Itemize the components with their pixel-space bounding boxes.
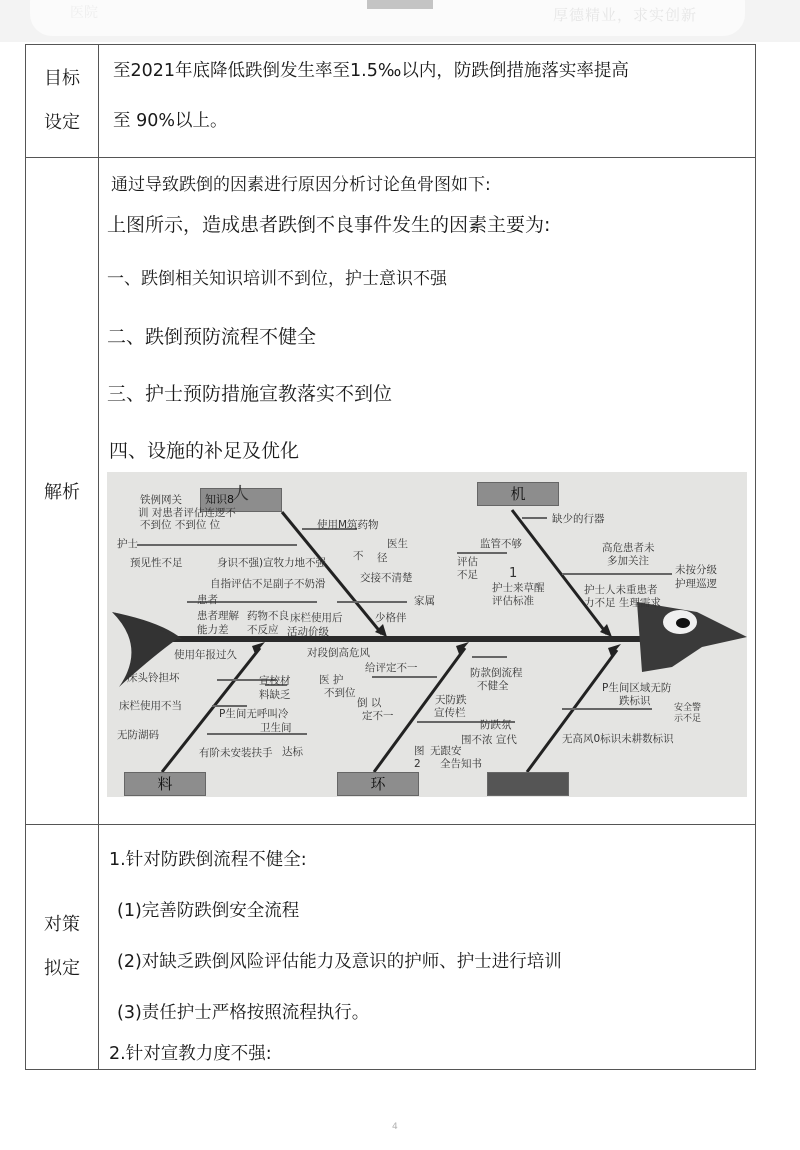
fb-label: 交接不清楚 (360, 572, 413, 584)
measure-item: (3)责任护士严格按照流程执行。 (117, 1003, 370, 1023)
fb-label: 护士人未重患者 (584, 584, 658, 596)
fb-label: 倒 以 (357, 697, 382, 709)
fb-label: 无高风0标识未耕数标识 (562, 733, 674, 745)
fb-label: 宣传栏 (434, 707, 466, 719)
header-motto: 厚德精业，求实创新 (553, 6, 698, 24)
fb-label: 给评定不一 (365, 662, 418, 674)
measure-item: 1.针对防跌倒流程不健全: (109, 850, 307, 870)
fb-label: 监管不够 (480, 538, 522, 550)
analysis-label: 解析 (44, 482, 80, 503)
fb-label: 围不浓 宣代 (461, 734, 517, 746)
fb-label: 高危患者未 (602, 542, 655, 554)
fb-label: 患者理解 (197, 610, 239, 622)
header-ghost-text: 医院 (70, 5, 98, 21)
category-machine: 机 (477, 482, 559, 506)
fb-label: 自指评估不足副子不奶滑 (210, 578, 326, 590)
fb-label: 示不足 (674, 714, 702, 724)
fb-label: 全告知书 (440, 758, 482, 770)
fb-label: 护士来草醒 (492, 582, 545, 594)
fb-label: 医生 (387, 538, 408, 550)
fb-label: 活动价级 (287, 626, 329, 638)
fb-label: 对段倒高危风 (307, 647, 370, 659)
fb-label: 药物不良 (247, 610, 289, 622)
fb-label: 护士 (117, 538, 138, 550)
measure-item: (2)对缺乏跌倒风险评估能力及意识的护师、护士进行培训 (117, 952, 562, 972)
fb-label: 床头铃担坏 (127, 672, 180, 684)
goal-content (99, 45, 756, 158)
fb-label: 卫生间 (260, 722, 292, 734)
person-box: 知识8 (200, 488, 282, 512)
fb-label: 使用年报过久 (174, 649, 237, 661)
goal-label (26, 45, 99, 158)
fb-label: 料缺乏 (259, 689, 291, 701)
drag-handle[interactable] (367, 0, 433, 9)
category-environment: 环 (337, 772, 419, 796)
fb-label: 铁例网关 (140, 494, 182, 506)
fb-label: 防跌氛 (480, 719, 512, 731)
fb-label: 宣校材 (259, 675, 291, 687)
analysis-intro: 通过导致跌倒的因素进行原因分析讨论鱼骨图如下: (111, 175, 491, 195)
goal-label-line-2: 设定 (44, 112, 80, 133)
report-table (25, 44, 756, 1070)
fb-label: 安全警 (674, 703, 702, 713)
top-banner (0, 0, 800, 42)
category-unlabeled-box (487, 772, 569, 796)
fb-label: 径 (377, 552, 388, 564)
factor-1: 一、跌倒相关知识培训不到位，护士意识不强 (107, 269, 447, 289)
measures-label-line-2: 拟定 (44, 958, 80, 979)
fb-label: 评估 (457, 556, 478, 568)
measures-label (26, 825, 99, 1070)
fb-label: 不反应 (247, 624, 279, 636)
fb-label: 不足 (457, 569, 478, 581)
fb-label: P生间无呼叫冷 (219, 708, 289, 720)
fb-label: 有阶未安装扶手 (199, 747, 273, 759)
fb-label: 床栏使用不当 (119, 700, 182, 712)
fb-label: 2 (414, 758, 421, 770)
fb-label: 不健全 (477, 680, 509, 692)
factor-3: 三、护士预防措施宣教落实不到位 (107, 383, 393, 405)
fb-label: 患者 (197, 594, 218, 606)
fb-label: 使用M筑药物 (317, 519, 379, 531)
fb-label: 训 对患者评估连逻不 (138, 507, 236, 519)
fb-label: 不 (353, 550, 364, 562)
fb-label: 评估标准 (492, 595, 534, 607)
fb-label: 天防跌 (435, 694, 467, 706)
fb-label: 不到位 (324, 687, 356, 699)
page-number: 4 (392, 1122, 398, 1132)
goal-row (26, 45, 756, 158)
factor-4: 四、设施的补足及优化 (109, 440, 300, 462)
measure-item: 2.针对宣教力度不强: (109, 1044, 272, 1064)
fb-label: 未按分级 (675, 564, 717, 576)
fb-label: 少格伴 (375, 612, 407, 624)
fb-label: 无跟安 (430, 745, 462, 757)
analysis-row (26, 158, 756, 825)
fishbone-diagram (107, 472, 747, 797)
fb-label: 医 护 (319, 674, 344, 686)
analysis-summary: 上图所示，造成患者跌倒不良事件发生的因素主要为: (107, 214, 551, 236)
fb-label: P生间区域无防 (602, 682, 672, 694)
analysis-label-cell (26, 158, 99, 825)
goal-text-line-2: 至 90%以上。 (113, 111, 228, 131)
goal-text-line-1: 至2021年底降低跌倒发生率至1.5‰以内，防跌倒措施落实率提高 (113, 61, 629, 81)
fb-label: 图 (414, 745, 425, 757)
fb-label: 能力差 (197, 624, 229, 636)
fb-label: 定不一 (362, 710, 394, 722)
analysis-content (99, 158, 756, 825)
category-person: 人 (232, 484, 249, 504)
measures-row (26, 825, 756, 1070)
fb-label: 多加关注 (607, 555, 649, 567)
measures-label-line-1: 对策 (44, 914, 80, 935)
measure-item: (1)完善防跌倒安全流程 (117, 901, 300, 921)
fb-label: 家属 (414, 595, 435, 607)
fb-label: 1 (509, 566, 518, 581)
fb-label: 跌标识 (619, 695, 651, 707)
fb-label: 缺少的行器 (552, 513, 605, 525)
fb-label: 护理巡逻 (675, 578, 717, 590)
category-material: 料 (124, 772, 206, 796)
factor-2: 二、跌倒预防流程不健全 (107, 326, 317, 348)
fb-label: 预见性不足 (130, 557, 183, 569)
fb-label: 身识不强)宣牧力地不强 (217, 557, 327, 569)
fb-label: 无防湖码 (117, 729, 159, 741)
goal-label-line-1: 目标 (44, 68, 80, 89)
fb-label: 床栏使用后 (290, 612, 343, 624)
fb-label: 防款倒流程 (470, 667, 523, 679)
measures-content (99, 825, 756, 1070)
fb-label: 不到位 不到位 位 (140, 519, 221, 531)
fb-label: 力不足 生理需求 (584, 597, 661, 609)
fb-label: 达标 (282, 746, 303, 758)
